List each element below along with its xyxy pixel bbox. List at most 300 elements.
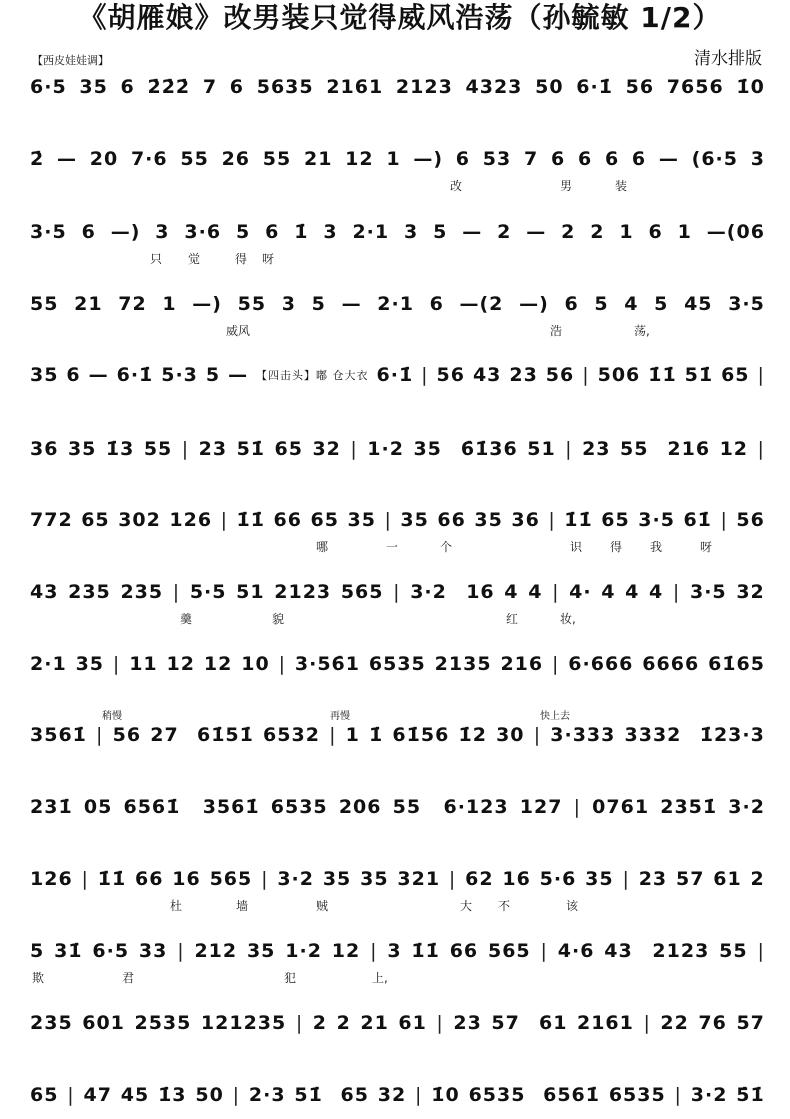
note-group: 12: [203, 653, 233, 675]
lyric-char: 该: [566, 899, 579, 913]
note-group: 121235: [200, 1012, 287, 1034]
note-group: 3: [155, 221, 170, 243]
lyric-char: 哪: [316, 540, 329, 554]
note-group: 61: [713, 868, 742, 890]
note-group: 50: [535, 76, 564, 98]
note-group: 4: [528, 581, 543, 603]
note-group: 3: [387, 940, 402, 962]
tempo-cue: 稍慢: [102, 711, 122, 722]
bar-line: |: [757, 438, 765, 460]
note-group: 61: [538, 1012, 568, 1034]
note-group: 23: [582, 438, 611, 460]
bar-line: |: [415, 1084, 423, 1106]
note-group: 35: [413, 438, 442, 460]
note-group: 05: [83, 796, 113, 818]
note-group: 3·5: [30, 221, 67, 243]
note-group: 21: [360, 1012, 389, 1034]
note-group: 56: [625, 76, 655, 98]
note-group: 51̇: [236, 438, 266, 460]
note-group: —: [88, 364, 109, 386]
bar-line: |: [436, 1012, 444, 1034]
tempo-cue: 再慢: [330, 711, 350, 722]
note-group: 21: [303, 148, 333, 170]
note-group: 5·5: [189, 581, 227, 603]
note-group: 1̇1̇: [236, 509, 265, 531]
note-group: 23: [638, 868, 668, 890]
note-group: 2: [590, 221, 605, 243]
note-group: 1: [619, 221, 634, 243]
note-group: 65: [310, 509, 339, 531]
note-group: 6·1̇: [376, 364, 414, 386]
note-group: 2351̇: [660, 796, 718, 818]
lyric-char: 呀: [262, 252, 275, 266]
note-group: 5·6: [539, 868, 577, 890]
note-group: 126: [30, 868, 73, 890]
note-group: —): [519, 293, 549, 315]
note-group: 26: [221, 148, 251, 170]
note-group: 35: [322, 868, 352, 890]
note-group: 6·5: [30, 76, 67, 98]
note-group: 7·6: [130, 148, 168, 170]
lyric-char: 贼: [316, 899, 329, 913]
note-group: 10: [241, 653, 270, 675]
note-group: 6̇1̇36: [460, 438, 518, 460]
note-group: 6532: [263, 724, 320, 746]
note-group: 235: [120, 581, 164, 603]
note-group: 4: [601, 581, 616, 603]
note-group: 32: [377, 1084, 407, 1106]
note-group: 1̇3: [105, 438, 135, 460]
note-group: 6561̇: [543, 1084, 600, 1106]
note-group: 47: [83, 1084, 112, 1106]
note-group: 61̇65: [708, 653, 765, 675]
note-group: 55: [237, 293, 267, 315]
note-line: [30, 1011, 765, 1035]
bar-line: |: [643, 1012, 651, 1034]
note-group: 23: [198, 438, 228, 460]
bar-line: |: [720, 509, 728, 531]
note-group: 6·5: [92, 940, 130, 962]
note-group: 565: [209, 868, 253, 890]
lyric-char: 妆,: [560, 612, 576, 626]
note-group: —(2: [459, 293, 504, 315]
lyric-char: 不: [498, 899, 511, 913]
note-group: 6561̇: [123, 796, 181, 818]
note-group: 2̇2̇2̇: [147, 76, 191, 98]
note-group: 5: [311, 293, 326, 315]
note-group: 565: [340, 581, 384, 603]
note-group: 5: [205, 364, 221, 386]
note-line: [30, 1083, 765, 1107]
note-group: 3332: [624, 724, 682, 746]
note-group: 3·2: [410, 581, 447, 603]
note-group: 32: [736, 581, 765, 603]
note-group: 3·2: [277, 868, 314, 890]
note-group: 212: [194, 940, 238, 962]
note-group: 772: [30, 509, 73, 531]
bar-line: |: [565, 438, 573, 460]
note-group: 6·1̇: [116, 364, 154, 386]
note-group: 51̇: [684, 364, 714, 386]
note-group: 【四击头】嘟 仓大衣: [256, 369, 369, 382]
bar-line: |: [573, 796, 581, 818]
note-group: 6: [577, 148, 593, 170]
bar-line: |: [67, 1084, 75, 1106]
note-group: 23: [509, 364, 538, 386]
note-group: 1: [345, 724, 360, 746]
note-group: 33: [138, 940, 168, 962]
note-group: —: [56, 148, 77, 170]
note-group: 56: [436, 364, 465, 386]
note-group: 3561̇: [30, 724, 87, 746]
bar-line: |: [370, 940, 378, 962]
note-group: 16: [172, 868, 201, 890]
lyric-char: 呀: [700, 540, 713, 554]
note-group: 43: [472, 364, 502, 386]
bar-line: |: [533, 724, 542, 746]
note-group: 61̇: [683, 509, 712, 531]
note-group: 3: [750, 148, 765, 170]
note-group: 35: [360, 868, 389, 890]
note-group: 35: [75, 653, 105, 675]
lyric-char: 个: [440, 540, 453, 554]
bar-line: |: [552, 581, 560, 603]
note-group: 35: [246, 940, 276, 962]
note-group: 66: [449, 940, 479, 962]
note-group: 36: [30, 438, 59, 460]
note-group: 12: [345, 148, 374, 170]
tune-tag: 【西皮娃娃调】: [32, 54, 109, 67]
note-group: 6·1̇: [576, 76, 613, 98]
lyric-line: [30, 969, 765, 985]
note-group: 2135: [434, 653, 492, 675]
bar-line: |: [582, 364, 590, 386]
note-group: 35: [585, 868, 614, 890]
note-group: 65: [30, 1084, 59, 1106]
note-group: 36: [511, 509, 540, 531]
note-group: 62: [465, 868, 494, 890]
note-group: 127: [519, 796, 563, 818]
note-group: 2: [497, 221, 512, 243]
bar-line: |: [540, 940, 548, 962]
note-group: 2123: [652, 940, 710, 962]
note-group: 6: [564, 293, 579, 315]
lyric-line: [30, 897, 765, 913]
note-group: 55: [30, 293, 59, 315]
lyric-char: 浩: [550, 324, 563, 338]
bar-line: |: [261, 868, 269, 890]
note-group: 3·2: [690, 1084, 728, 1106]
note-group: 4: [625, 581, 640, 603]
note-group: 20: [89, 148, 119, 170]
note-group: 5̇1̇: [736, 1084, 765, 1106]
note-group: 1̇: [294, 221, 309, 243]
bar-line: |: [448, 868, 457, 890]
bar-line: |: [350, 438, 358, 460]
note-group: 3·5: [638, 509, 675, 531]
note-group: 216: [667, 438, 711, 460]
note-group: 55: [262, 148, 292, 170]
note-group: 6: [229, 76, 245, 98]
note-group: 12: [166, 653, 195, 675]
note-group: 12: [331, 940, 361, 962]
note-group: 6·123: [443, 796, 509, 818]
bar-line: |: [393, 581, 401, 603]
note-group: 6: [66, 364, 81, 386]
bar-line: |: [177, 940, 185, 962]
note-group: 5: [654, 293, 669, 315]
tempo-cue: 快上去: [540, 711, 570, 722]
note-group: 1̇1̇: [97, 868, 127, 890]
note-group: 206: [338, 796, 382, 818]
bar-line: |: [674, 1084, 682, 1106]
note-group: 72: [118, 293, 147, 315]
note-group: 66: [135, 868, 164, 890]
note-group: 2535: [134, 1012, 192, 1034]
note-group: 3·333: [550, 724, 616, 746]
note-group: 1̇1̇: [411, 940, 440, 962]
note-line: [30, 723, 765, 747]
bar-line: |: [757, 940, 765, 962]
note-group: 5: [235, 221, 251, 243]
note-group: —): [413, 148, 444, 170]
note-group: 57: [736, 1012, 765, 1034]
lyric-char: 一: [386, 540, 399, 554]
note-group: 27: [150, 724, 179, 746]
lyric-char: 红: [506, 612, 519, 626]
note-group: 6535: [270, 796, 328, 818]
note-group: 6535: [468, 1084, 526, 1106]
note-group: 1̇0: [736, 76, 765, 98]
note-group: 2123: [395, 76, 453, 98]
lyric-char: 杜: [170, 899, 183, 913]
bar-line: |: [552, 653, 560, 675]
note-group: 1̇0: [431, 1084, 460, 1106]
note-group: 3·5: [689, 581, 727, 603]
bar-line: |: [757, 364, 765, 386]
note-group: 51: [236, 581, 265, 603]
note-group: 61: [398, 1012, 427, 1034]
note-group: 35: [347, 509, 376, 531]
lyric-char: 貌: [272, 612, 285, 626]
note-group: 16: [502, 868, 531, 890]
note-group: 4323: [465, 76, 523, 98]
note-group: 45: [684, 293, 713, 315]
note-group: 565: [487, 940, 531, 962]
lyric-char: 我: [650, 540, 663, 554]
bar-line: |: [622, 868, 630, 890]
note-line: [30, 75, 765, 99]
note-group: 7: [202, 76, 218, 98]
lyric-char: 犯: [284, 971, 297, 985]
note-group: 56: [736, 509, 765, 531]
note-group: 1·2: [285, 940, 322, 962]
bar-line: |: [172, 581, 181, 603]
note-group: 1: [386, 148, 401, 170]
note-group: —: [228, 364, 249, 386]
note-group: 55: [392, 796, 422, 818]
note-group: 3561̇: [202, 796, 260, 818]
note-group: 11: [129, 653, 158, 675]
note-group: 235: [68, 581, 111, 603]
note-group: 2: [750, 868, 765, 890]
lyric-line: [30, 538, 765, 554]
note-line: [30, 580, 765, 604]
note-group: 16: [466, 581, 495, 603]
note-group: 50: [195, 1084, 224, 1106]
lyric-char: 君: [122, 971, 135, 985]
lyric-char: 改: [450, 179, 463, 193]
lyric-char: 墙: [236, 899, 249, 913]
note-group: 65: [274, 438, 303, 460]
lyric-line: [30, 177, 765, 193]
lyric-char: 羹: [180, 612, 193, 626]
note-group: 56: [545, 364, 575, 386]
note-group: 5: [594, 293, 609, 315]
note-group: 12: [719, 438, 749, 460]
note-group: 55: [143, 438, 173, 460]
note-group: 57: [491, 1012, 520, 1034]
note-group: 4·: [569, 581, 592, 603]
note-group: 5: [30, 940, 45, 962]
note-group: 66: [437, 509, 466, 531]
note-group: 3: [404, 221, 419, 243]
note-line: [30, 652, 765, 676]
note-group: 6: [648, 221, 663, 243]
lyric-line: [30, 610, 765, 626]
note-line: [30, 508, 765, 532]
bar-line: |: [384, 509, 392, 531]
note-group: 2·1: [377, 293, 414, 315]
note-line: [30, 795, 765, 819]
note-group: 2161: [576, 1012, 634, 1034]
note-group: 35: [474, 509, 503, 531]
note-group: 3: [281, 293, 296, 315]
note-group: 2: [312, 1012, 328, 1034]
bar-line: |: [112, 653, 121, 675]
note-line: [30, 437, 765, 461]
bar-line: |: [81, 868, 89, 890]
note-group: 35: [400, 509, 429, 531]
lyric-char: 大: [460, 899, 473, 913]
note-group: 2̇: [30, 148, 45, 170]
note-group: 5635: [256, 76, 314, 98]
note-group: 6535: [368, 653, 426, 675]
note-group: 45: [120, 1084, 150, 1106]
note-group: 35: [30, 364, 59, 386]
note-group: 506: [597, 364, 641, 386]
note-group: 65: [81, 509, 110, 531]
lyric-char: 觉: [188, 252, 201, 266]
note-group: 1̇23·3: [699, 724, 765, 746]
editor-credit: 清水排版: [694, 49, 762, 69]
note-group: (6·5: [691, 148, 738, 170]
note-group: 4: [504, 581, 519, 603]
note-group: —: [658, 148, 679, 170]
page-title: 《胡雁娘》改男装只觉得威风浩荡（孙毓敏 1/2）: [78, 1, 722, 34]
note-group: 4: [649, 581, 664, 603]
note-group: 35: [79, 76, 108, 98]
note-group: 55: [719, 940, 748, 962]
lyric-char: 欺: [32, 971, 45, 985]
lyric-char: 威风: [226, 324, 251, 338]
bar-line: |: [232, 1084, 241, 1106]
note-group: 1̇3: [158, 1084, 187, 1106]
note-group: 57: [675, 868, 705, 890]
note-group: 2·3: [248, 1084, 286, 1106]
note-group: 6: [455, 148, 471, 170]
note-group: 2161: [326, 76, 384, 98]
note-line: [30, 939, 765, 963]
note-group: —(06: [706, 221, 765, 243]
note-group: 6: [604, 148, 620, 170]
note-group: 1̇1̇: [648, 364, 677, 386]
note-group: 235: [30, 1012, 73, 1034]
note-group: 32: [312, 438, 341, 460]
note-group: 43: [30, 581, 59, 603]
note-group: 231̇: [30, 796, 73, 818]
note-group: 2·1: [30, 653, 67, 675]
note-group: 6: [631, 148, 647, 170]
note-group: 6·666: [568, 653, 634, 675]
bar-line: |: [295, 1012, 304, 1034]
note-line: [30, 220, 765, 244]
note-group: 1̇: [369, 724, 384, 746]
note-group: —): [110, 221, 141, 243]
note-group: 7: [523, 148, 539, 170]
note-group: 51̇: [294, 1084, 323, 1106]
note-group: 7656: [666, 76, 724, 98]
lyric-char: 只: [150, 252, 163, 266]
bar-line: |: [672, 581, 681, 603]
note-group: 1·2: [367, 438, 404, 460]
note-group: 126: [169, 509, 213, 531]
note-group: 61̇51̇: [196, 724, 254, 746]
bar-line: |: [329, 724, 337, 746]
note-group: 76: [698, 1012, 727, 1034]
note-group: 65: [340, 1084, 369, 1106]
lyric-char: 上,: [372, 971, 388, 985]
lyric-char: 男: [560, 179, 573, 193]
note-group: 2123: [274, 581, 332, 603]
bar-line: |: [278, 653, 286, 675]
note-group: 61̇56: [392, 724, 450, 746]
note-group: 51: [527, 438, 556, 460]
note-group: 216: [500, 653, 544, 675]
note-group: 2: [561, 221, 576, 243]
bar-line: |: [421, 364, 429, 386]
note-line: [30, 292, 765, 316]
note-group: 56: [112, 724, 142, 746]
note-group: 321: [397, 868, 441, 890]
note-group: 53: [482, 148, 512, 170]
note-group: 6: [429, 293, 444, 315]
note-group: 6: [81, 221, 96, 243]
note-group: 6666: [642, 653, 700, 675]
note-group: 43: [604, 940, 633, 962]
note-group: 302: [118, 509, 161, 531]
note-group: 0761: [592, 796, 650, 818]
bar-line: |: [96, 724, 104, 746]
lyric-line: [30, 250, 765, 266]
note-group: 3·6: [184, 221, 222, 243]
note-group: 4·6: [557, 940, 595, 962]
note-group: 6: [265, 221, 280, 243]
note-group: 3·56̇1: [294, 653, 360, 675]
note-group: 65: [601, 509, 630, 531]
lyric-char: 得: [610, 540, 623, 554]
note-group: 6: [550, 148, 566, 170]
